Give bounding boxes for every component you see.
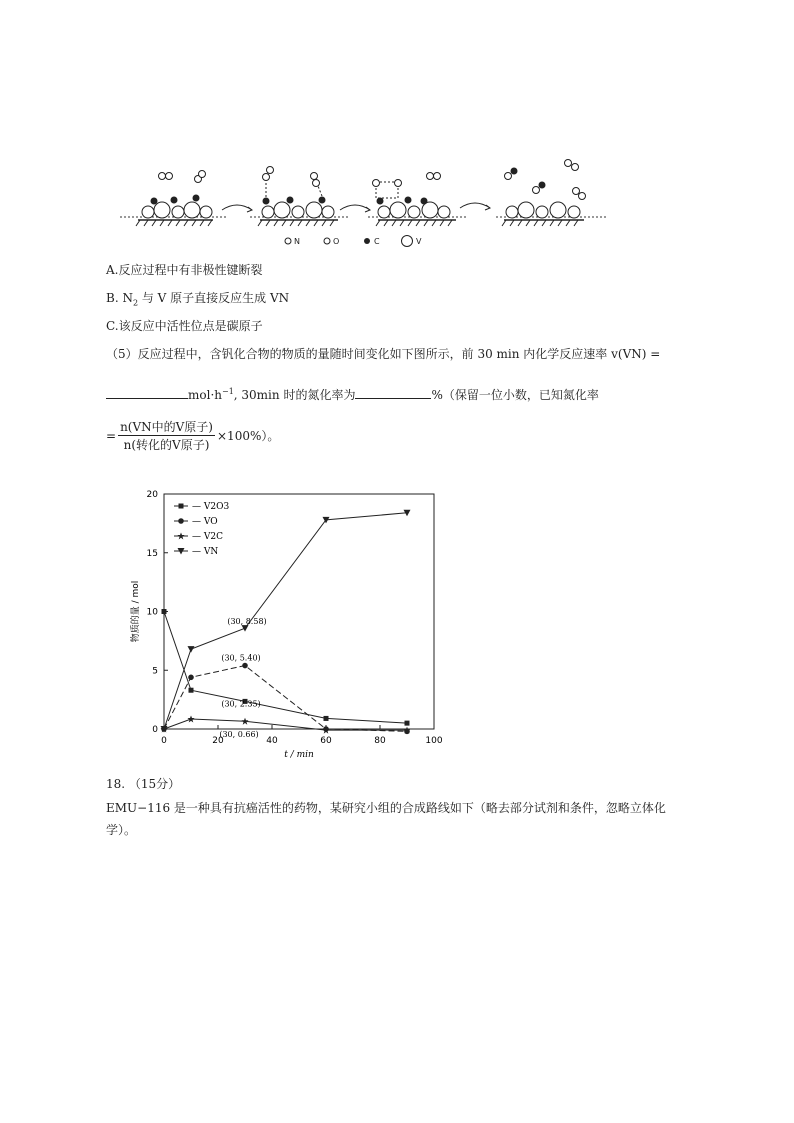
option-a: A.反应过程中有非极性键断裂: [106, 263, 263, 277]
x-tick-label: 80: [374, 736, 386, 746]
mechanism-stage-3: [368, 173, 468, 227]
x-tick-label: 0: [161, 736, 167, 746]
legend-label-VN: — VN: [192, 547, 219, 557]
nitridation-formula: [106, 418, 279, 453]
mechanism-stage-4: [496, 160, 608, 227]
x-tick-label: 100: [425, 736, 443, 746]
answer-blank-nitridation: [355, 386, 431, 399]
legend-label-V2C: — V2C: [192, 532, 223, 542]
data-label: (30, 8.58): [227, 617, 267, 627]
option-b-pre: B. N: [106, 291, 133, 305]
data-label: (30, 0.66): [219, 730, 259, 740]
x-axis-label: t / min: [284, 750, 314, 760]
data-point-V2O3: [162, 609, 167, 614]
option-c: C.该反应中活性位点是碳原子: [106, 319, 263, 333]
data-point-V2O3: [189, 688, 194, 693]
formula-numerator: n(VN中的V原子): [120, 420, 213, 434]
formula-tail: ×100%）。: [217, 429, 280, 443]
y-tick-label: 0: [152, 725, 158, 735]
formula-eq: =: [106, 428, 117, 443]
legend-v: V: [416, 237, 422, 246]
data-label: (30, 5.40): [221, 653, 261, 663]
option-b-post: 与 V 原子直接反应生成 VN: [138, 291, 290, 305]
mechanism-stage-2: [250, 167, 348, 227]
nitridation-text: , 30min 时的氮化率为: [233, 388, 356, 402]
nitridation-note: %（保留一位小数，已知氮化率: [431, 388, 599, 402]
question5-line2: [106, 384, 599, 403]
legend-o: O: [333, 237, 340, 246]
y-tick-label: 15: [146, 548, 158, 559]
rate-unit: mol·h: [188, 388, 222, 402]
data-point-VN: [188, 646, 195, 653]
question18-heading: 18. （15分）: [106, 777, 181, 791]
question18-line1: EMU−116 是一种具有抗癌活性的药物，某研究小组的合成路线如下（略去部分试剂和条件，忽略立体化: [106, 801, 666, 815]
legend-c: C: [374, 237, 380, 246]
legend-marker-VO: [178, 518, 184, 524]
arrow-icon: [222, 205, 252, 210]
arrow-icon: [460, 203, 490, 208]
y-tick-label: 20: [146, 490, 158, 500]
y-tick-label: 10: [146, 607, 158, 618]
plot-frame: [164, 494, 434, 729]
legend-n: N: [294, 237, 300, 246]
legend-marker-V2O3: [179, 504, 184, 509]
chart: [128, 480, 448, 770]
mechanism-stage-1: [120, 171, 228, 227]
data-point-VO: [188, 675, 194, 681]
answer-blank-rate: [106, 386, 188, 399]
option-b: [106, 290, 289, 311]
data-point-V2O3: [324, 716, 329, 721]
x-tick-label: 60: [320, 736, 332, 746]
legend-label-V2O3: — V2O3: [192, 502, 230, 512]
option-b-sub: 2: [132, 298, 139, 308]
arrow-icon: [340, 205, 370, 210]
y-axis-label: 物质的量 / mol: [131, 580, 141, 643]
question18-line2: 学）。: [106, 823, 137, 837]
question5-line1: （5）反应过程中，含钒化合物的物质的量随时间变化如下图所示，前 30 min 内化学反应速率 v(VN) =: [106, 347, 661, 361]
legend-label-VO: — VO: [192, 517, 218, 527]
formula-denominator: n(转化的V原子): [123, 438, 210, 452]
data-point-V2O3: [405, 721, 410, 726]
data-label: (30, 2.35): [221, 699, 261, 709]
x-tick-label: 40: [266, 736, 278, 746]
y-tick-label: 5: [152, 666, 158, 677]
x-tick-label: 20: [212, 736, 224, 746]
data-point-VO: [242, 663, 248, 669]
mechanism-legend: [285, 236, 422, 247]
mechanism-diagram: [118, 150, 618, 250]
series-line-V2O3: [164, 612, 407, 724]
series-line-VN: [164, 513, 407, 729]
rate-unit-sup: −1: [221, 387, 234, 396]
